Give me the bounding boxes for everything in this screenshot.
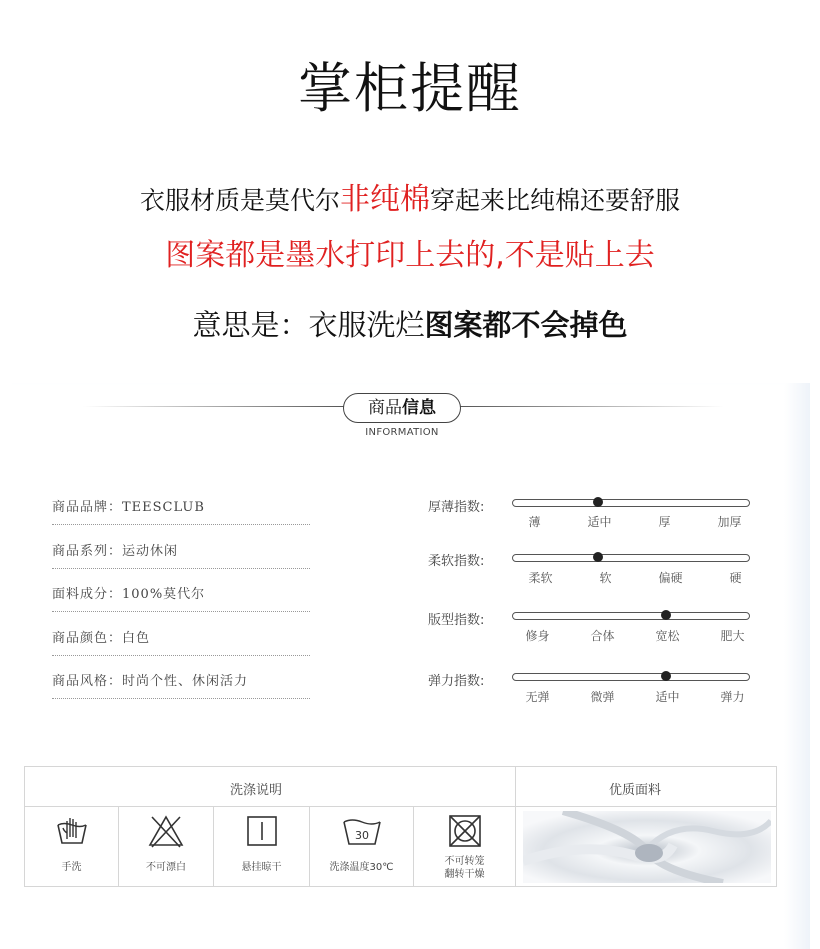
meter-label: 柔软指数: (428, 554, 485, 569)
wash-30-icon (340, 813, 384, 849)
meter-tick: 弹力 (720, 690, 745, 704)
meter-ticks (505, 569, 765, 586)
notice-line-1 (0, 174, 820, 218)
table-divider (515, 767, 516, 886)
meter-tick: 软 (599, 571, 612, 585)
meter-knob (661, 671, 671, 681)
meter-ticks (505, 688, 765, 705)
notice-section (0, 0, 820, 380)
attribute-color: 商品颜色：白色 (52, 627, 310, 656)
info-header-subtitle: INFORMATION (365, 427, 439, 438)
meter-tick: 宽松 (655, 629, 680, 643)
meter-tick: 加厚 (717, 515, 742, 529)
header-divider-right (459, 406, 724, 407)
meter-tick: 硬 (729, 571, 742, 585)
info-header-title-b: 信息 (402, 398, 436, 418)
meter-track (512, 673, 750, 681)
meter-ticks (505, 513, 765, 530)
attribute-material: 面料成分：100%莫代尔 (52, 583, 310, 612)
meter-label: 厚薄指数: (428, 500, 485, 515)
care-title-left: 洗涤说明 (230, 783, 283, 798)
care-label: 不可漂白 (146, 862, 186, 873)
header-divider-left (83, 406, 345, 407)
attribute-brand: 商品品牌：TEESCLUB (52, 496, 310, 525)
notice-line-1-b: 穿起来比纯棉还要舒服 (430, 186, 681, 215)
meter-tick: 微弹 (590, 690, 615, 704)
hand-wash-icon (54, 813, 90, 849)
care-cell-hang-dry (214, 807, 310, 887)
care-label (414, 855, 515, 881)
meter-tick: 修身 (525, 629, 550, 643)
care-label-line: 翻转干燥 (444, 869, 485, 880)
care-cell-wash-30 (310, 807, 414, 887)
meter-knob (593, 552, 603, 562)
notice-line-1-a: 衣服材质是莫代尔 (139, 186, 340, 215)
care-label: 手洗 (61, 862, 82, 873)
meter-tick: 肥大 (720, 629, 745, 643)
care-instructions-table (24, 766, 777, 887)
attribute-style: 商品风格：时尚个性、休闲活力 (52, 670, 310, 699)
meter-tick: 薄 (528, 515, 541, 529)
meter-tick: 适中 (655, 690, 680, 704)
meter-knob (661, 610, 671, 620)
care-cell-hand-wash (25, 807, 119, 887)
svg-text:30: 30 (355, 829, 369, 842)
care-label-line: 不可转笼 (444, 856, 485, 867)
meter-tick: 厚 (658, 515, 671, 529)
no-bleach-icon (146, 813, 186, 849)
meter-tick: 适中 (587, 515, 612, 529)
notice-line-3-b: 图案都不会掉色 (424, 308, 628, 342)
care-label: 洗涤温度30℃ (329, 862, 394, 873)
meter-tick: 偏硬 (658, 571, 683, 585)
meter-track (512, 612, 750, 620)
meter-track (512, 499, 750, 507)
notice-line-1-red: 非纯棉 (340, 182, 430, 217)
care-label: 悬挂晾干 (241, 862, 282, 873)
info-header-title-a: 商品 (368, 398, 402, 418)
fabric-image (523, 811, 771, 883)
meter-label: 弹力指数: (428, 674, 485, 689)
care-cell-no-tumble-dry (414, 807, 515, 887)
meter-tick: 柔软 (528, 571, 553, 585)
care-cell-no-bleach (119, 807, 214, 887)
fabric-swirl-image (523, 811, 771, 883)
no-tumble-dry-icon (447, 813, 483, 849)
notice-line-2: 图案都是墨水打印上去的,不是贴上去 (165, 238, 655, 273)
notice-line-3 (0, 303, 820, 344)
meter-label: 版型指数: (428, 613, 485, 628)
hang-dry-icon (244, 813, 280, 849)
meter-track (512, 554, 750, 562)
meter-tick: 合体 (590, 629, 615, 643)
meter-tick: 无弹 (525, 690, 550, 704)
attribute-series: 商品系列：运动休闲 (52, 540, 310, 569)
meter-ticks (505, 627, 765, 644)
meter-knob (593, 497, 603, 507)
notice-line-3-a: 意思是：衣服洗烂 (192, 308, 425, 342)
table-divider (515, 806, 777, 807)
info-header-pill (343, 393, 461, 423)
care-title-right: 优质面料 (609, 783, 662, 798)
notice-title: 掌柜提醒 (298, 57, 522, 120)
